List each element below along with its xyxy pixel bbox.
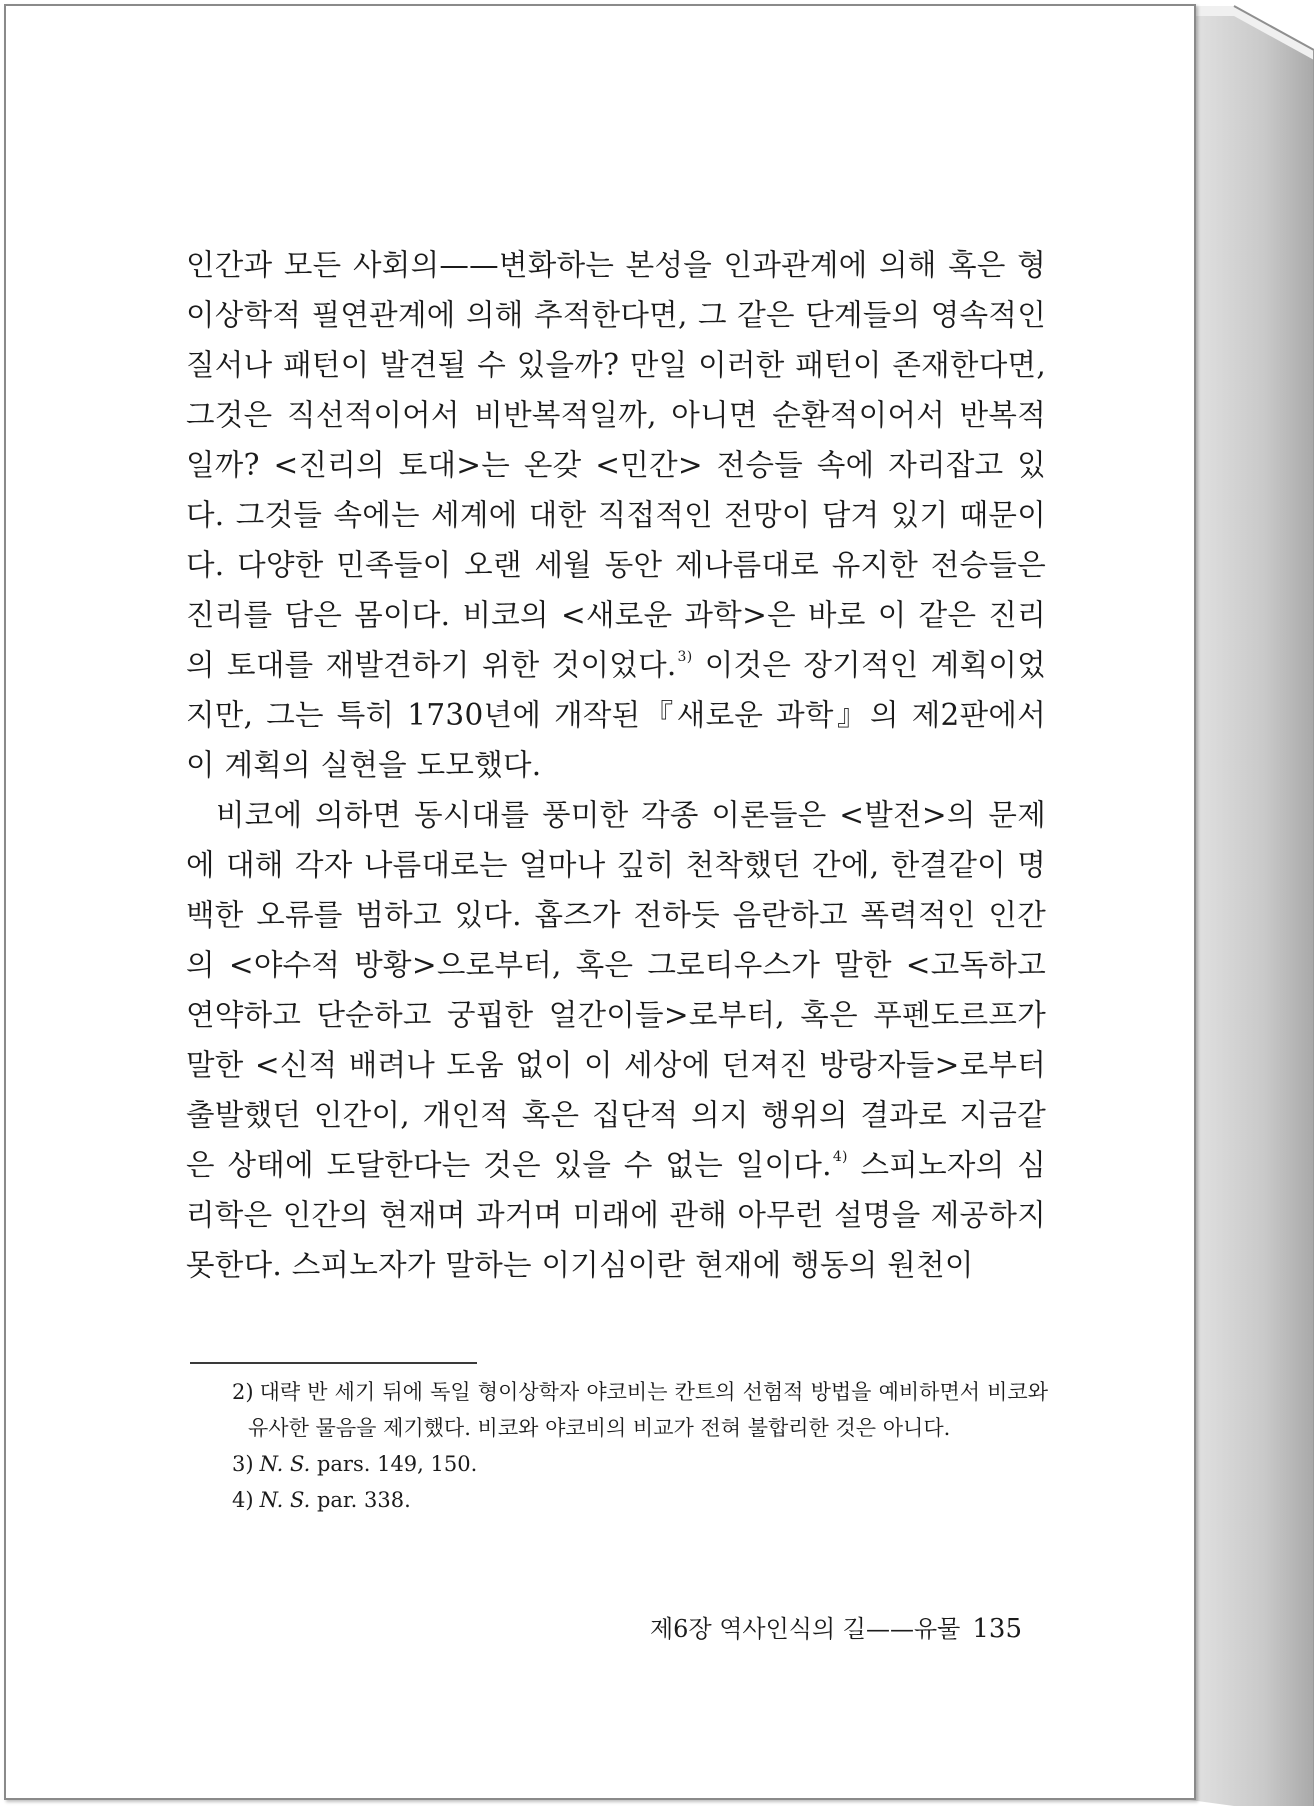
chapter-title: 제6장 역사인식의 길——유물 — [649, 1615, 961, 1643]
footnote-4 — [232, 1482, 1048, 1518]
footnote-divider — [190, 1362, 477, 1364]
running-footer — [500, 1612, 1022, 1646]
paragraph-1-continued: 이것은 장기적인 계획이었지만, 그는 특히 1730년에 개작된『새로운 과학』의 제2판에서 이 계획의 실현을 도모했다. — [186, 648, 1046, 782]
footnote-number: 2) — [232, 1380, 254, 1404]
footnote-ref-3: 3) — [677, 649, 693, 665]
footnote-number: 3) — [232, 1452, 254, 1476]
paragraph-2 — [186, 790, 1046, 1290]
footnote-3 — [232, 1446, 1048, 1482]
footnote-number: 4) — [232, 1488, 254, 1512]
footnotes — [232, 1374, 1048, 1518]
footnote-2 — [232, 1374, 1048, 1446]
body-text — [186, 240, 1046, 1290]
paragraph-1 — [186, 240, 1046, 790]
footnote-text: 대략 반 세기 뒤에 독일 형이상학자 야코비는 칸트의 선험적 방법을 예비하면서 비코와 유사한 물음을 제기했다. 비코와 야코비의 비교가 전혀 불합리한 것은 아니다. — [248, 1380, 1048, 1440]
footnote-text: pars. 149, 150. — [316, 1452, 478, 1476]
footnote-text: par. 338. — [316, 1488, 411, 1512]
page-number: 135 — [972, 1614, 1022, 1644]
footnote-italic-source: N. S. — [259, 1488, 311, 1512]
paragraph-2-text: 비코에 의하면 동시대를 풍미한 각종 이론들은 <발전>의 문제에 대해 각자 나름대로는 얼마나 깊히 천착했던 간에, 한결같이 명백한 오류를 범하고 있다. 홉즈가 전하듯 음란하고 폭력적인 인간의 <야수적 방황>으로부터, 혹은 그로티우스가 말한 <고독하고 연약하고 단순하고 궁핍한 얼간이들>로부터, 혹은 푸펜도르프가 말한 <신적 배려나 도움 없이 이 세상에 던져진 방랑자들>로부터 출발했던 인간이, 개인적 혹은 집단적 의지 행위의 결과로 지금같은 상태에 도달한다는 것은 있을 수 없는 일이다. — [186, 798, 1046, 1182]
footnote-italic-source: N. S. — [259, 1452, 311, 1476]
paragraph-1-text: 인간과 모든 사회의——변화하는 본성을 인과관계에 의해 혹은 형이상학적 필연관계에 의해 추적한다면, 그 같은 단계들의 영속적인 질서나 패턴이 발견될 수 있을까? 만일 이러한 패턴이 존재한다면, 그것은 직선적이어서 비반복적일까, 아니면 순환적이어서 반복적일까? <진리의 토대>는 온갖 <민간> 전승들 속에 자리잡고 있다. 그것들 속에는 세계에 대한 직접적인 전망이 담겨 있기 때문이다. 다양한 민족들이 오랜 세월 동안 제나름대로 유지한 전승들은 진리를 담은 몸이다. 비코의 <새로운 과학>은 바로 이 같은 진리의 토대를 재발견하기 위한 것이었다. — [186, 248, 1046, 682]
paragraph-2-continued: 스피노자의 심리학은 인간의 현재며 과거며 미래에 관해 아무런 설명을 제공하지 못한다. 스피노자가 말하는 이기심이란 현재에 행동의 원천이 — [186, 1148, 1047, 1282]
book-side-edge — [1190, 0, 1314, 1806]
footnote-ref-4: 4) — [832, 1149, 848, 1165]
